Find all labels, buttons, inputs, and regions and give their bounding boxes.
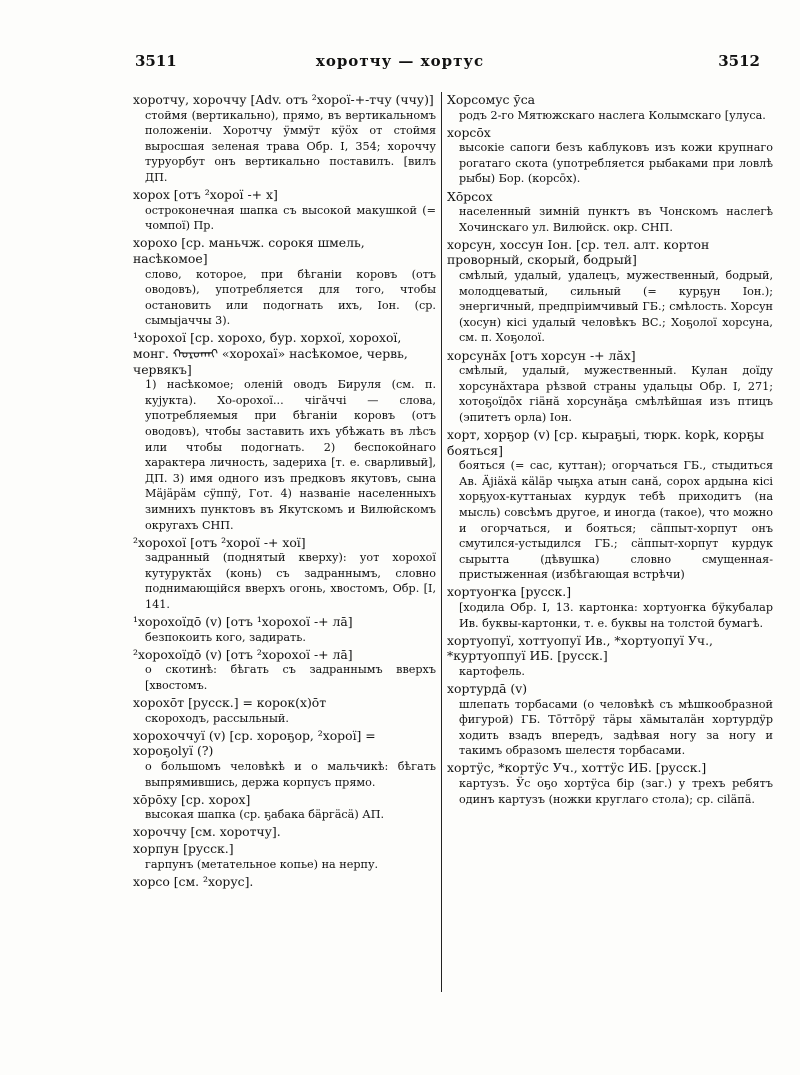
dictionary-entry (133, 695, 436, 726)
entry-headword: хорохоччуї (v) [ср. хороҕор, ²хорої] = хороҕоlуї (?) (133, 727, 376, 759)
entry-definition: родъ 2-го Мятюжскаго наслега Колымскаго [улуса. (459, 108, 766, 122)
dictionary-entry (447, 92, 773, 123)
entry-headword: ¹хорохоїдō (v) [отъ ¹хорохої -+ лā] (133, 614, 353, 630)
left-column (133, 92, 436, 891)
entry-definition: бояться (= сас, куттан); огорчаться ГБ., стыдиться Ав. Ӓјiӓхӓ кӓlӓр чыҕха атын санӑ, сорох ардына кiсi хорҕуох-куттаныах курдук тебѣ приходитъ (на мысль) совсѣмъ другое, и иногда (такое), что можно и огорчаться, и бояться; сӓппыт-хорпут онъ смутился-устыдился ГБ.; сӓппыт-хорпут курдук сырытта (дѣвушка) словно смущенная-пристыженная (избѣгающая встрѣчи) (459, 459, 773, 582)
column-divider (441, 92, 442, 992)
entry-definition: о большомъ человѣкѣ и о мальчикѣ: бѣгать выпрямившись, держа корпусъ прямо. (145, 759, 436, 789)
entry-headword: хōрōху [ср. хорох] (133, 791, 251, 807)
right-column (447, 92, 773, 809)
dictionary-entry (133, 187, 436, 234)
dictionary-entry (447, 427, 773, 583)
entry-headword: хорох [отъ ²хорої -+ х] (133, 187, 278, 203)
entry-headword: хортуопуї, хоттуопуї Ив., *хортуопуї Уч., *куртуоппуї ИБ. [русск.] (447, 632, 713, 664)
entry-headword: хоротчу, хороччу [Adv. отъ ²хорої-+-тчу (ччу)] (133, 92, 434, 107)
entry-definition: смѣлый, удалый, удалецъ, мужественный, бодрый, молодцеватый, сильный (= курҕун Іон.); энергичный, предпрiимчивый ГБ.; смѣлость. Хорсун (хосун) кiсi удалый человѣкъ ВС.; Хоҕолої хорсуна, см. п. Хоҕолої. (459, 269, 773, 345)
entry-definition: безпокоить кого, задирать. (145, 630, 306, 644)
dictionary-entry (133, 535, 436, 613)
page-header (0, 52, 800, 82)
dictionary-entry (133, 728, 436, 790)
dictionary-entry (133, 330, 436, 533)
entry-definition: 1) насѣкомое; оленiй оводъ Бируля (см. п. кујукта). Хо-орохої... чiгӑччi — слова, употребляемыя при бѣганiи коровъ (отъ оводовъ), чтобы заставить ихъ убѣжать въ лѣсъ или чтобы подогнать. 2) беспокойнаго характера личность, задериха [т. е. сварливый], ДП. 3) имя одного изъ предковъ якутовъ, сына Мӓјӓрӓм сӱппӱ, Гот. 4) названiе населенныхъ зимнихъ пунктовъ въ Якутскомъ и Вилюйскомъ округахъ СНП. (145, 378, 436, 532)
entry-definition: картузъ. Ӱс оҕо хортӱса бiр (заг.) у трехъ ребятъ одинъ картузъ (ножки круглаго стола); ср. сilӓпӓ. (459, 777, 773, 806)
entry-definition: стоймя (вертикально), прямо, въ вертикальномъ положенiи. Хоротчу ӱммӱт кӱӧх от стоймя выросшая зеленая трава Обр. І, 354; хороччу туруорбут онъ вертикально поставилъ. [вилъ ДП. (145, 108, 436, 184)
dictionary-entry (447, 348, 773, 426)
entry-definition: о скотинѣ: бѣгать съ задраннымъ вверхъ [хвостомъ. (145, 663, 436, 692)
entry-definition: скороходъ, рассыльный. (145, 711, 289, 725)
entry-definition: задранный (поднятый кверху): уот хорохої кутуруктӑх (конь) съ задраннымъ, словно поднимающiйся вверхъ огонь, хвостомъ, Обр. [І, 141. (145, 551, 436, 611)
entry-headword: хорсōх (447, 124, 491, 140)
entry-definition: картофель. (459, 664, 525, 678)
running-title: хоротчу — хортус (315, 52, 485, 70)
dictionary-entry (133, 647, 436, 694)
entry-headword: ¹хорохої [ср. хорохо, бур. хорхої, хорохої, монг. ᠬᠣᠷᠣᠬᠠᠢ «хорохаї» насѣкомое, червь, червякъ] (133, 330, 408, 377)
entry-headword: хорсун, хоссун Іон. [ср. тел. алт. кортон проворный, скорый, бодрый] (447, 236, 710, 268)
entry-headword: хортурдā (v) (447, 680, 528, 696)
entry-definition: [ходила Обр. І, 13. картонка: хортуоҥка бӱкубалар Ив. буквы-картонки, т. е. буквы на толстой бумагѣ. (459, 601, 773, 630)
dictionary-entry (447, 237, 773, 346)
entry-headword: хорсо [см. ²хорус]. (133, 874, 254, 890)
dictionary-entry (133, 824, 436, 840)
entry-headword: хорохо [ср. маньчж. сорокя шмель, насѣкомое] (133, 235, 365, 266)
entry-headword: хортӱс, *кортӱс Уч., хоттӱс ИБ. [русск.] (447, 760, 707, 776)
entry-definition: гарпунъ (метательное копье) на нерпу. (145, 858, 379, 871)
dictionary-entry (447, 584, 773, 631)
entry-headword: хорт, хорҕор (v) [ср. кырaҕыi, тюрк. kopk, корҕы бояться] (447, 426, 764, 458)
dictionary-entry (447, 633, 773, 680)
dictionary-entry (447, 760, 773, 807)
entry-definition: слово, которое, при бѣганiи коровъ (отъ оводовъ), употребляется для того, чтобы остановить или подогнать ихъ, Іон. (ср. сымыјаччы 3). (145, 267, 436, 328)
entry-headword: хорохōт [русск.] = корок(х)ōт (133, 695, 327, 711)
entry-definition: остроконечная шапка съ высокой макушкой (= чомпої) Пр. (145, 203, 436, 233)
entry-headword: ²хорохоїдō (v) [отъ ²хорохої -+ лā] (133, 646, 353, 662)
page-number-left: 3511 (135, 52, 177, 70)
entry-headword: хорпун [русск.] (133, 841, 234, 857)
entry-headword: хороччу [см. хоротчу]. (133, 824, 281, 840)
dictionary-entry (447, 125, 773, 187)
entry-definition: шлепать торбасами (о человѣкѣ съ мѣшкообразной фигурой) ГБ. Тōттōрӱ тӓры хӓмыталӓн хортурдӱр ходить взадъ впередъ, задѣвая ногу за ногу и такимъ образомъ шелестя торбасами. (459, 697, 773, 758)
dictionary-entry (133, 841, 436, 872)
entry-definition: смѣлый, удалый, мужественный. Кулан доїду хорсунӑхтара рѣзвой страны удальцы Обр. І, 271; хотоҕоїдōх гiӓнӑ хорсунӑҕа смѣлѣйшая изъ птицъ (эпитетъ орла) Іон. (459, 364, 773, 424)
dictionary-entry (447, 681, 773, 759)
entry-headword: Хорсомус ӯса (447, 92, 536, 107)
entry-definition: населенный зимнiй пунктъ въ Чонскомъ наслегѣ Хочинскаго ул. Вилюйск. окр. СНП. (459, 205, 773, 234)
entry-definition: высокiе сапоги безъ каблуковъ изъ кожи крупнаго рогатаго скота (употребляется рыбаками при ловлѣ рыбы) Бор. (корсōх). (459, 141, 773, 186)
page-number-right: 3512 (718, 52, 760, 70)
dictionary-entry (447, 189, 773, 236)
dictionary-entry (133, 235, 436, 329)
dictionary-entry (133, 792, 436, 823)
entry-headword: ²хорохої [отъ ²хорої -+ хої] (133, 534, 306, 550)
entry-headword: хортуоҥка [русск.] (447, 584, 572, 600)
entry-headword: хорсунӑх [отъ хорсун -+ лӑх] (447, 347, 636, 363)
dictionary-entry (133, 614, 436, 645)
dictionary-entry (133, 874, 436, 890)
entry-definition: высокая шапка (ср. ҕабака бӓргӓсӓ) АП. (145, 808, 385, 822)
entry-headword: Хōрсох (447, 188, 493, 204)
dictionary-entry (133, 92, 436, 186)
